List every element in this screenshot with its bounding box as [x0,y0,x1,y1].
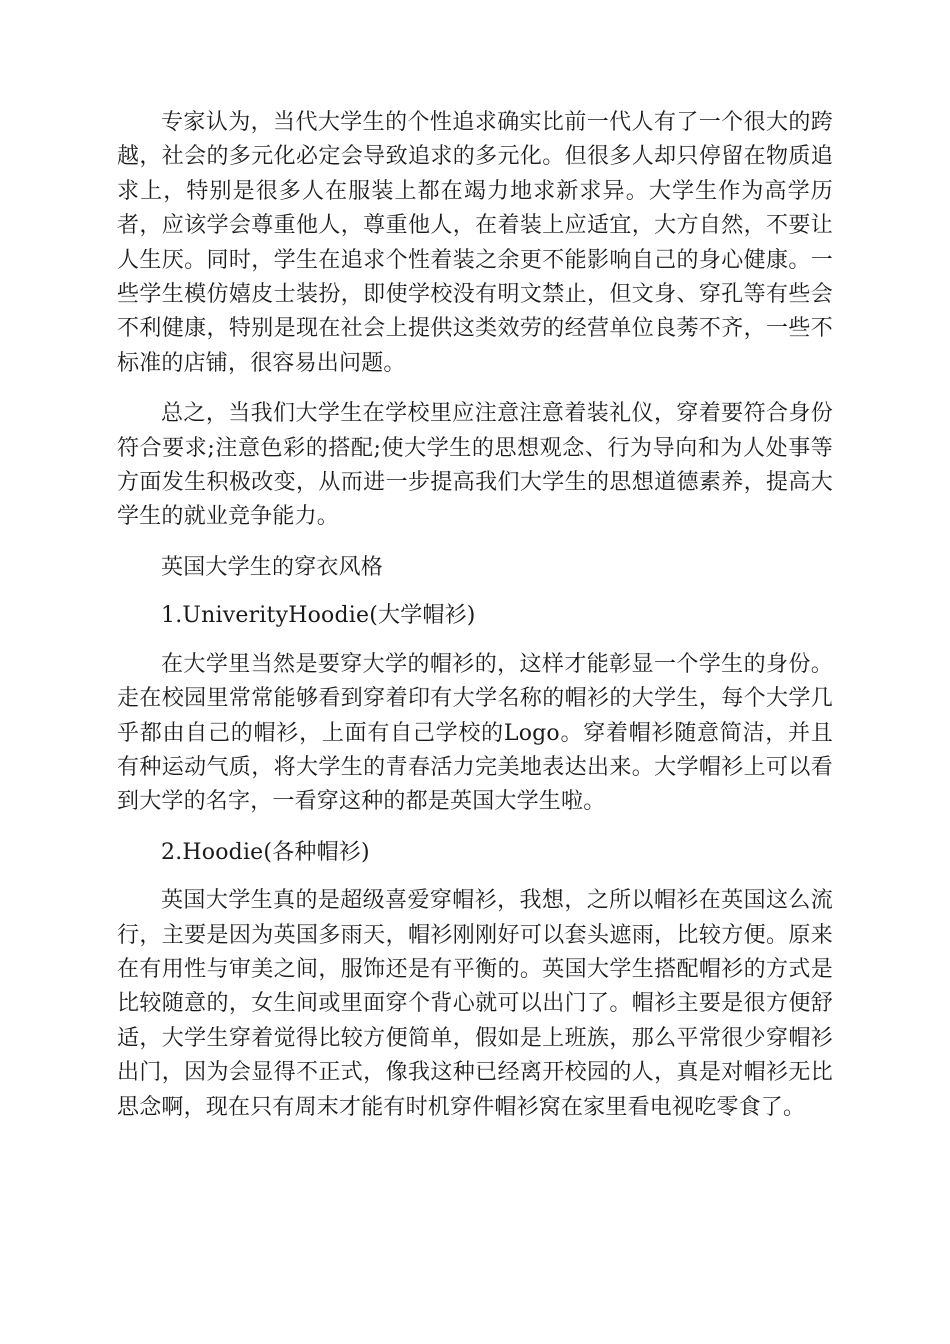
subheading-hoodie: 2.Hoodie(各种帽衫) [161,839,370,865]
paragraph-conclusion: 总之，当我们大学生在学校里应注意注意着装礼仪，穿着要符合身份符合要求;注意色彩的搭配;使大学生的思想观念、行为导向和为人处事等方面发生积极改变，从而进一步提高我们大学生的思想道德素养，提高大学生的就业竞争能力。 [117,401,833,530]
paragraph-university-hoodie: 在大学里当然是要穿大学的帽衫的，这样才能彰显一个学生的身份。走在校园里常常能够看到穿着印有大学名称的帽衫的大学生，每个大学几乎都由自己的帽衫，上面有自己学校的Logo。穿着帽衫随意简洁，并且有种运动气质，将大学生的青春活力完美地表达出来。大学帽衫上可以看到大学的名字，一看穿这种的都是英国大学生啦。 [117,651,833,815]
paragraph-hoodie: 英国大学生真的是超级喜爱穿帽衫，我想，之所以帽衫在英国这么流行，主要是因为英国多雨天，帽衫刚刚好可以套头遮雨，比较方便。原来在有用性与审美之间，服饰还是有平衡的。英国大学生搭配帽衫的方式是比较随意的，女生间或里面穿个背心就可以出门了。帽衫主要是很方便舒适，大学生穿着觉得比较方便简单，假如是上班族，那么平常很少穿帽衫出门，因为会显得不正式，像我这种已经离开校园的人，真是对帽衫无比思念啊，现在只有周末才能有时机穿件帽衫窝在家里看电视吃零食了。 [117,888,833,1120]
subheading-university-hoodie: 1.UniverityHoodie(大学帽衫) [161,603,476,629]
section-heading-uk-style: 英国大学生的穿衣风格 [161,554,384,580]
document-body [117,106,833,1141]
paragraph-expert-opinion: 专家认为，当代大学生的个性追求确实比前一代人有了一个很大的跨越，社会的多元化必定会导致追求的多元化。但很多人却只停留在物质追求上，特别是很多人在服装上都在竭力地求新求异。大学生作为高学历者，应该学会尊重他人，尊重他人，在着装上应适宜，大方自然，不要让人生厌。同时，学生在追求个性着装之余更不能影响自己的身心健康。一些学生模仿嬉皮士装扮，即使学校没有明文禁止，但文身、穿孔等有些会不利健康，特别是现在社会上提供这类效劳的经营单位良莠不齐，一些不标准的店铺，很容易出问题。 [117,110,833,376]
